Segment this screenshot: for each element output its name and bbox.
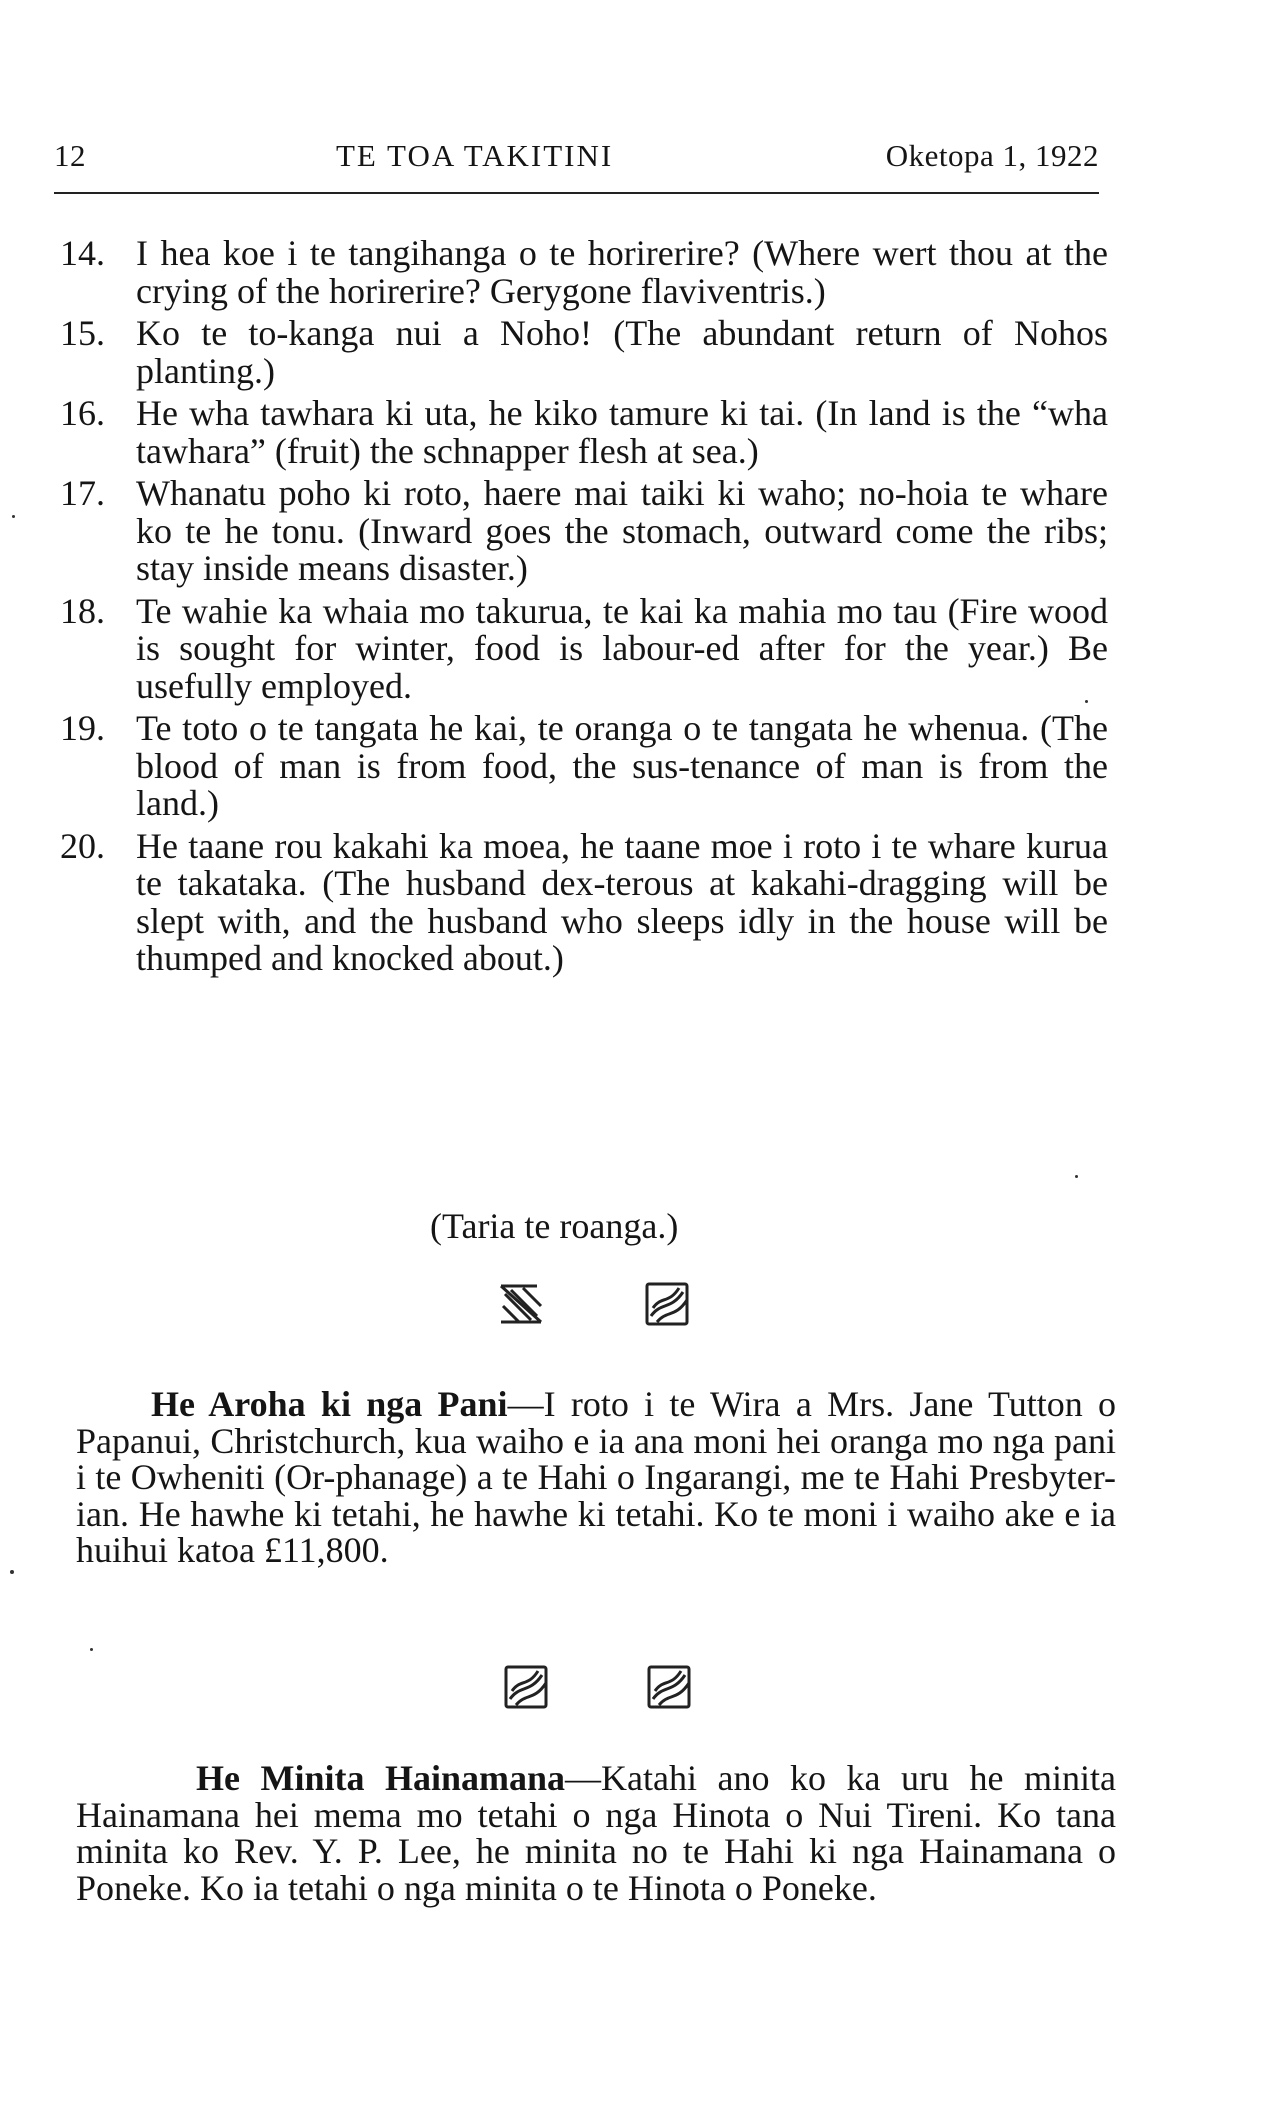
print-speck bbox=[10, 1570, 14, 1574]
publication-title: TE TOA TAKITINI bbox=[336, 138, 614, 173]
notice-body: —I roto i te Wira a Mrs. Jane Tutton o Papanui, Christchurch, kua waiho e ia ana moni hei oranga mo nga pani i te Owheniti (Or-phanage) a te Hahi o Ingarangi, me te Hahi Presbyter-ian. He hawhe ki tetahi, he hawhe ki tetahi. Ko te moni i waiho ake e ia huihui katoa £11,800. bbox=[76, 1384, 1116, 1570]
print-speck bbox=[1085, 700, 1088, 703]
ornament-swirl-icon bbox=[645, 1663, 693, 1711]
proverb-number: 14. bbox=[60, 233, 105, 273]
proverb-item bbox=[60, 825, 1108, 978]
proverb-number: 18. bbox=[60, 590, 105, 631]
proverb-text: Te toto o te tangata he kai, te oranga o te tangata he whenua. (The blood of man is from food, the sus-tenance of man is from the land.) bbox=[136, 708, 1108, 823]
ornament-row bbox=[0, 1280, 1280, 1340]
proverb-list bbox=[60, 235, 1108, 983]
issue-date: Oketopa 1, 1922 bbox=[885, 138, 1099, 173]
proverb-item bbox=[60, 395, 1108, 470]
proverb-item bbox=[60, 590, 1108, 706]
proverb-number: 15. bbox=[60, 313, 105, 353]
proverb-item bbox=[60, 475, 1108, 588]
proverb-text: Te wahie ka whaia mo takurua, te kai ka mahia mo tau (Fire wood is sought for winter, food is labour-ed after for the year.) Be usefully employed. bbox=[136, 590, 1108, 706]
proverb-text: He wha tawhara ki uta, he kiko tamure ki tai. (In land is the “wha tawhara” (fruit) the schnapper flesh at sea.) bbox=[136, 393, 1108, 471]
notice-heading: He Minita Hainamana bbox=[196, 1758, 566, 1798]
proverb-item bbox=[60, 710, 1108, 823]
notice-body: —Katahi ano ko ka uru he minita Hainamana hei mema mo tetahi o nga Hinota o Nui Tireni. Ko tana minita ko Rev. Y. P. Lee, he minita no te Hahi ki nga Hainamana o Poneke. Ko ia tetahi o nga minita o te Hinota o Poneke. bbox=[76, 1758, 1116, 1908]
header-rule bbox=[54, 192, 1099, 194]
ornament-stripes-icon bbox=[497, 1280, 545, 1328]
print-speck bbox=[1075, 1175, 1078, 1178]
notice-chinese-minister bbox=[76, 1760, 1116, 1906]
proverb-number: 19. bbox=[60, 708, 105, 748]
proverb-text: Whanatu poho ki roto, haere mai taiki ki waho; no-hoia te whare ko te he tonu. (Inward goes the stomach, outward come the ribs; stay inside means disaster.) bbox=[136, 473, 1108, 588]
proverb-item bbox=[60, 235, 1108, 310]
to-be-continued: (Taria te roanga.) bbox=[430, 1206, 679, 1246]
ornament-row bbox=[0, 1663, 1280, 1723]
proverb-number: 17. bbox=[60, 473, 105, 513]
proverb-number: 20. bbox=[60, 825, 105, 866]
running-head bbox=[54, 138, 1099, 182]
ornament-swirl-icon bbox=[643, 1280, 691, 1328]
page-number: 12 bbox=[54, 138, 86, 173]
proverb-text: I hea koe i te tangihanga o te horirerire? (Where wert thou at the crying of the horirerire? Gerygone flaviventris.) bbox=[136, 233, 1108, 311]
notice-orphans bbox=[76, 1386, 1116, 1569]
proverb-text: Ko te to-kanga nui a Noho! (The abundant return of Nohos planting.) bbox=[136, 313, 1108, 391]
proverb-text: He taane rou kakahi ka moea, he taane moe i roto i te whare kurua te takataka. (The husband dex-terous at kakahi-dragging will be slept with, and the husband who sleeps idly in the house will be thumped and knocked about.) bbox=[136, 825, 1108, 978]
proverb-item bbox=[60, 315, 1108, 390]
notice-heading: He Aroha ki nga Pani bbox=[151, 1384, 508, 1424]
proverb-number: 16. bbox=[60, 393, 105, 433]
ornament-swirl-icon bbox=[502, 1663, 550, 1711]
print-speck bbox=[12, 515, 15, 518]
print-speck bbox=[90, 1648, 93, 1651]
